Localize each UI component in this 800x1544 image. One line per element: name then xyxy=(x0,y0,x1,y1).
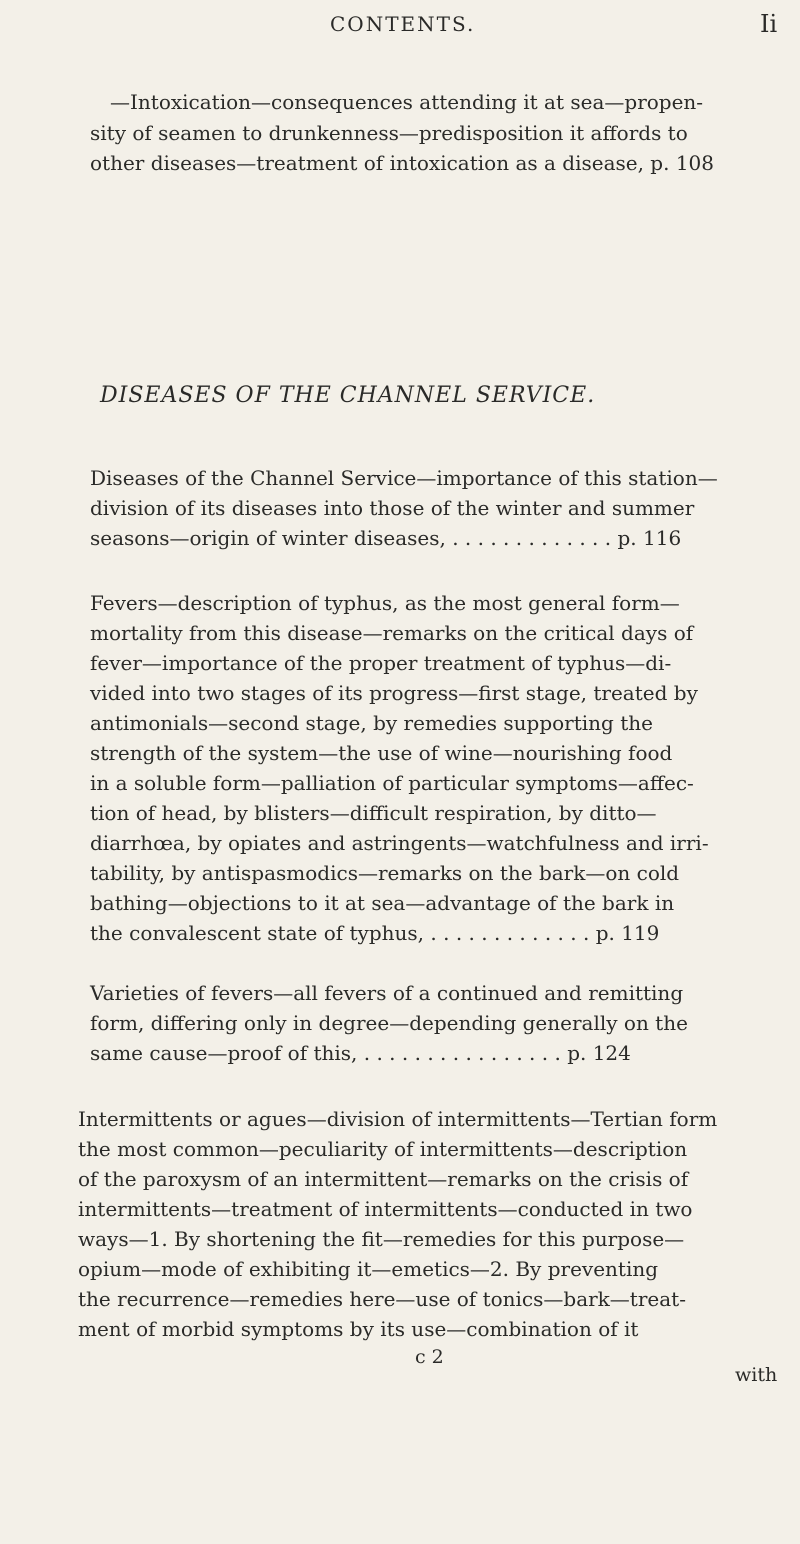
entry-line: sity of seamen to drunkenness—predisposition it affords to xyxy=(90,121,688,145)
running-head-title: CONTENTS. xyxy=(330,12,476,36)
entry-line: the recurrence—remedies here—use of tonics—bark—treat- xyxy=(78,1287,686,1311)
entry-line: —Intoxication—consequences attending it at sea—propen- xyxy=(110,90,704,114)
entry-line: tability, by antispasmodics—remarks on the bark—on cold xyxy=(90,861,680,885)
catchword: with xyxy=(735,1364,778,1386)
entry-line: mortality from this disease—remarks on the critical days of xyxy=(90,621,694,645)
entry-line: in a soluble form—palliation of particular symptoms—affec- xyxy=(90,771,694,795)
entry-line: opium—mode of exhibiting it—emetics—2. By preventing xyxy=(78,1257,659,1281)
entry-line: fever—importance of the proper treatment of typhus—di- xyxy=(90,651,672,675)
entry-line: Fevers—description of typhus, as the most general form— xyxy=(90,591,680,615)
entry-line: ways—1. By shortening the fit—remedies for this purpose— xyxy=(78,1227,685,1251)
entry-line: strength of the system—the use of wine—nourishing food xyxy=(90,741,673,765)
entry-line: division of its diseases into those of the winter and summer xyxy=(90,496,695,520)
entry-line: Diseases of the Channel Service—importance of this station— xyxy=(90,466,718,490)
entry-line: intermittents—treatment of intermittents—conducted in two xyxy=(78,1197,693,1221)
entry-line: the convalescent state of typhus, . . . . . . . . . . . . . p. 119 xyxy=(90,921,660,945)
entry-line: tion of head, by blisters—difficult respiration, by ditto— xyxy=(90,801,657,825)
entry-line: form, differing only in degree—depending generally on the xyxy=(90,1011,688,1035)
running-head xyxy=(0,6,800,46)
entry-line: other diseases—treatment of intoxication as a disease, p. 108 xyxy=(90,151,714,175)
entry-line: same cause—proof of this, . . . . . . . . . . . . . . . . p. 124 xyxy=(90,1041,631,1065)
section-heading: DISEASES OF THE CHANNEL SERVICE. xyxy=(100,383,596,408)
entry-line: vided into two stages of its progress—first stage, treated by xyxy=(90,681,698,705)
entry-line: Intermittents or agues—division of intermittents—Tertian form xyxy=(78,1107,718,1131)
signature-mark: c 2 xyxy=(415,1346,444,1368)
entry-line: antimonials—second stage, by remedies supporting the xyxy=(90,711,653,735)
entry-line: bathing—objections to it at sea—advantage of the bark in xyxy=(90,891,675,915)
entry-line: seasons—origin of winter diseases, . . . . . . . . . . . . . p. 116 xyxy=(90,526,682,550)
entry-line: ment of morbid symptoms by its use—combination of it xyxy=(78,1317,639,1341)
page-number: Ii xyxy=(760,10,778,38)
entry-line: diarrhœa, by opiates and astringents—watchfulness and irri- xyxy=(90,831,709,855)
entry-line: the most common—peculiarity of intermittents—description xyxy=(78,1137,688,1161)
entry-line: of the paroxysm of an intermittent—remarks on the crisis of xyxy=(78,1167,689,1191)
entry-line: Varieties of fevers—all fevers of a continued and remitting xyxy=(90,981,684,1005)
